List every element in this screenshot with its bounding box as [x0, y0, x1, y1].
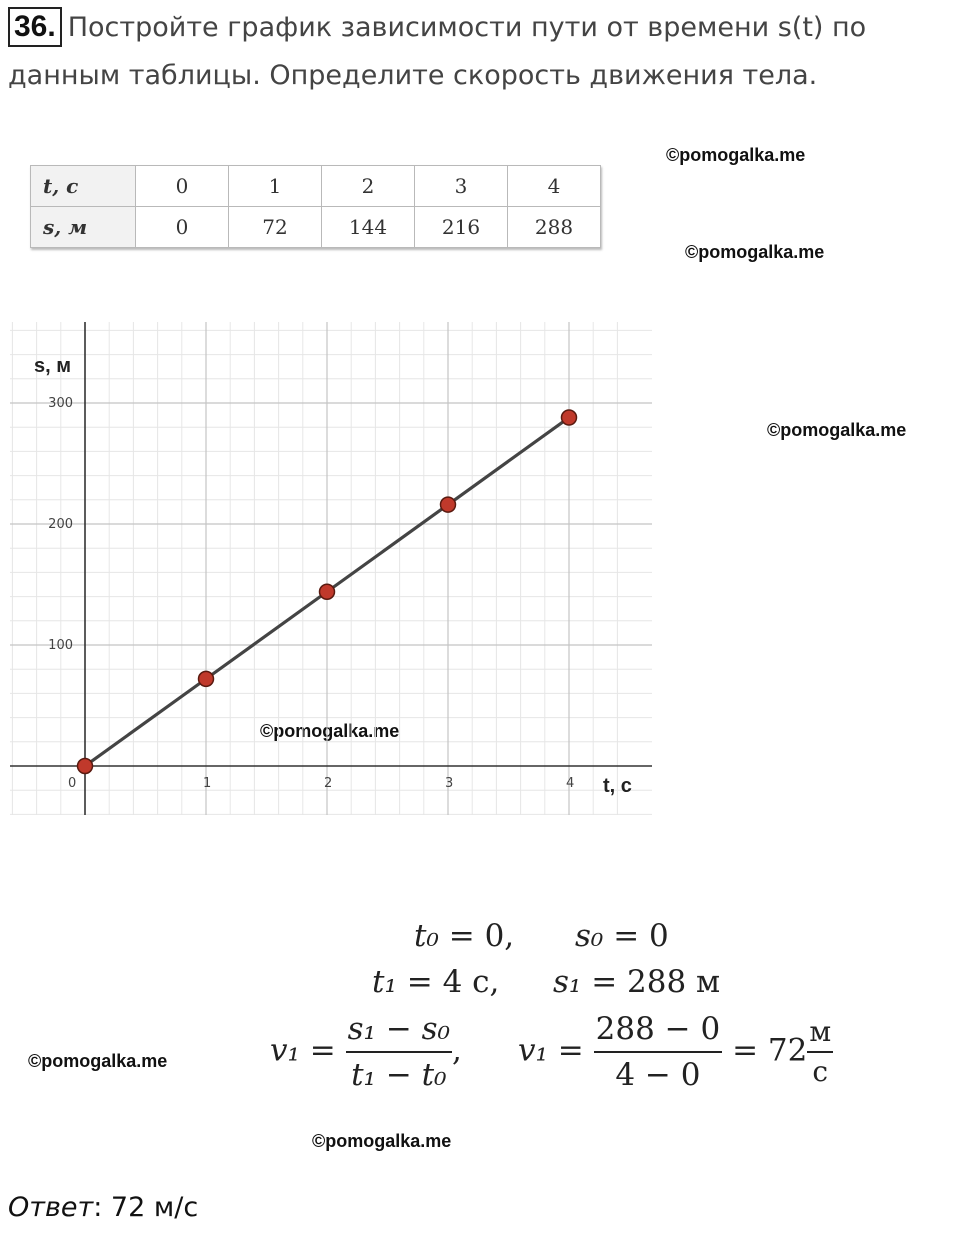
table-header-distance: s, м	[31, 207, 136, 248]
table-row-time	[31, 166, 601, 207]
data-table	[30, 165, 601, 248]
watermark: ©pomogalka.me	[28, 1051, 168, 1071]
table-cell: 3	[415, 166, 508, 207]
problem-number: 36.	[8, 7, 62, 47]
x-tick-label: 0	[68, 776, 77, 791]
distance-time-chart	[0, 310, 660, 820]
axes	[10, 322, 652, 815]
answer	[8, 1192, 198, 1223]
watermark: ©pomogalka.me	[666, 145, 806, 165]
table-row-distance	[31, 207, 601, 248]
table-cell: 0	[136, 166, 229, 207]
table-cell: 2	[322, 166, 415, 207]
formula-velocity-numeric: v₁ = $\frac{288 - 0}{4 - 0}$ = 72 $\frac{м}{с}$	[518, 1011, 832, 1093]
y-tick-label: 200	[48, 517, 73, 532]
table-cell: 4	[508, 166, 601, 207]
data-point	[441, 497, 456, 512]
data-point	[562, 410, 577, 425]
tick-labels	[48, 396, 574, 791]
fraction-unit: $\frac{м}{с}$	[809, 1015, 832, 1088]
x-tick-label: 1	[203, 776, 212, 791]
table-cell: 216	[415, 207, 508, 248]
answer-value: : 72 м/с	[93, 1192, 199, 1223]
y-tick-label: 300	[48, 396, 73, 411]
formula-t0: t₀ = 0,	[414, 918, 515, 954]
grid-major	[10, 322, 652, 815]
formula-s0: s₀ = 0	[575, 918, 669, 954]
fraction-numeric: $\frac{288 - 0}{4 - 0}$	[595, 1011, 721, 1093]
formula-velocity-symbolic: v₁ = $\frac{\text{s₁ − s₀}}{\text{t₁ − t₀}}$ ,	[270, 1011, 462, 1093]
data-point	[78, 759, 93, 774]
data-point	[320, 584, 335, 599]
table-cell: 0	[136, 207, 229, 248]
y-tick-label: 100	[48, 638, 73, 653]
x-axis-label: t, с	[603, 775, 632, 797]
x-tick-label: 4	[566, 776, 575, 791]
problem-statement	[8, 4, 958, 100]
y-axis-label: s, м	[34, 355, 72, 377]
answer-label: Ответ	[8, 1192, 94, 1223]
watermark: ©pomogalka.me	[312, 1131, 452, 1151]
table-cell: 1	[229, 166, 322, 207]
table-cell: 288	[508, 207, 601, 248]
formula-s1: s₁ = 288 м	[553, 964, 721, 1000]
fraction-symbolic: $\frac{\text{s₁ − s₀}}{\text{t₁ − t₀}}$	[347, 1011, 450, 1093]
table-cell: 72	[229, 207, 322, 248]
grid-minor	[10, 322, 652, 815]
table-cell: 144	[322, 207, 415, 248]
watermark: ©pomogalka.me	[260, 721, 400, 741]
x-tick-label: 2	[324, 776, 333, 791]
problem-text: Постройте график зависимости пути от времени s(t) по данным таблицы. Определите скорость движения тела.	[8, 12, 867, 91]
watermark: ©pomogalka.me	[685, 242, 825, 262]
watermark: ©pomogalka.me	[767, 420, 907, 440]
table-header-time: t, с	[31, 166, 136, 207]
data-point	[199, 671, 214, 686]
formula-t1: t₁ = 4 с,	[372, 964, 500, 1000]
x-tick-label: 3	[445, 776, 454, 791]
